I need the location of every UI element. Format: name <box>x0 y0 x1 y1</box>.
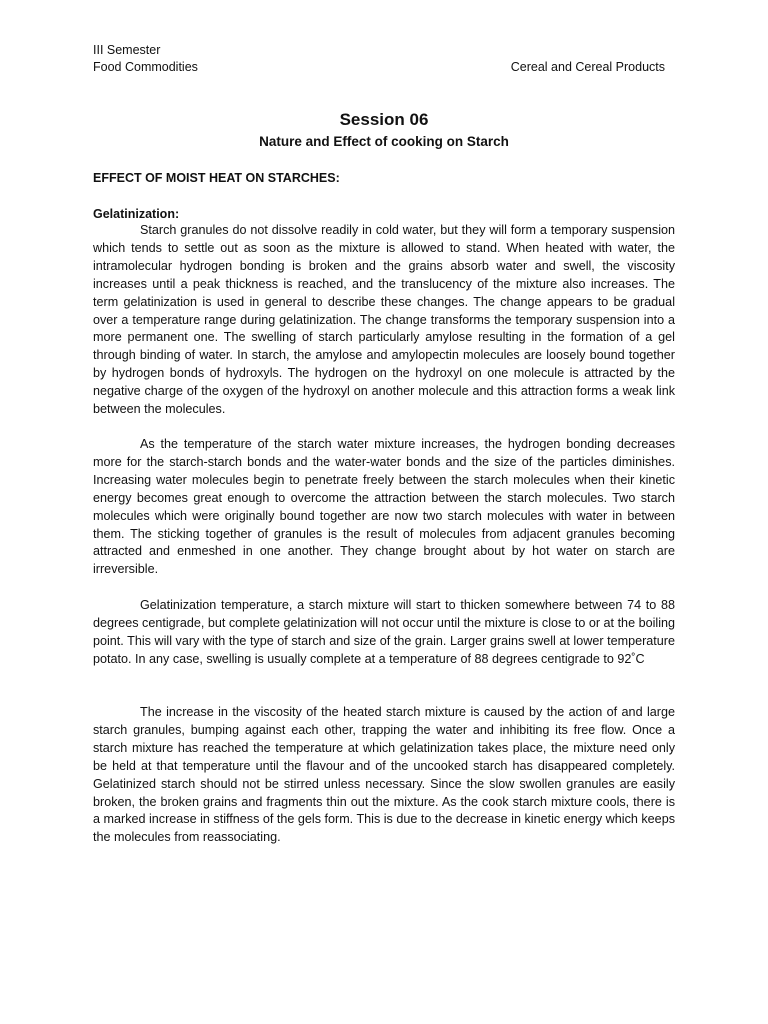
session-subtitle: Nature and Effect of cooking on Starch <box>259 134 509 149</box>
section-heading: EFFECT OF MOIST HEAT ON STARCHES: <box>93 171 340 185</box>
paragraph: Gelatinization temperature, a starch mixture will start to thicken somewhere between 74 to 88 degrees centigrade, but complete gelatinization will not occur until the mixture is close to or at the boiling point. This will vary with the type of starch and size of the grain. Larger grains swell at lower temperature potato. In any case, swelling is usually complete at a temperature of 88 degrees centigrade to 92˚C <box>93 598 675 666</box>
paragraph: As the temperature of the starch water mixture increases, the hydrogen bonding decreases more for the starch-starch bonds and the water-water bonds and the size of the particles diminishes. Increasing water molecules begin to penetrate freely between the starch molecules when their kinetic energy becomes great enough to overcome the attraction between the starch molecules. Two starch molecules which were originally bound together are now two starch molecules with water in between them. The sticking together of granules is the result of molecules from adjacent granules becoming attracted and enmeshed in one another. They change brought about by hot water on starch are irreversible. <box>93 437 675 577</box>
course-label: Food Commodities <box>93 60 198 74</box>
sub-heading: Gelatinization: <box>93 207 180 221</box>
session-title: Session 06 <box>339 110 429 129</box>
header-row <box>93 59 675 76</box>
page-header <box>93 42 675 76</box>
topic-label: Cereal and Cereal Products <box>510 60 665 74</box>
semester-label: III Semester <box>93 43 161 57</box>
paragraph: The increase in the viscosity of the heated starch mixture is caused by the action of and large starch granules, bumping against each other, trapping the water and inhibiting its free flow. Once a starch mixture has reached the temperature at which gelatinization takes place, the mixture need only be held at that temperature until the flavour and of the uncooked starch has disappeared completely. Gelatinized starch should not be stirred unless necessary. Since the slow swollen granules are easily broken, the broken grains and fragments thin out the mixture. As the cook starch mixture cools, there is a marked increase in stiffness of the gels form. This is due to the decrease in kinetic energy which keeps the molecules from reassociating. <box>93 705 675 845</box>
paragraph: Starch granules do not dissolve readily in cold water, but they will form a temporary suspension which tends to settle out as soon as the mixture is allowed to stand. When heated with water, the intramolecular hydrogen bonding is broken and the grains absorb water and swell, the viscosity increases until a peak thickness is reached, and the translucency of the mixture also increases. The term gelatinization is used in general to describe these changes. The change appears to be gradual over a temperature range during gelatinization. The change transforms the temporary suspension into a more permanent one. The swelling of starch particularly amylose resulting in the formation of a gel through binding of water. In starch, the amylose and amylopectin molecules are loosely bound together by hydrogen bonds of hydroxyls. The hydrogen on the hydroxyl on one molecule is attracted by the negative charge of the oxygen of the hydroxyl on another molecule and this attraction forms a weak link between the molecules. <box>93 223 675 417</box>
